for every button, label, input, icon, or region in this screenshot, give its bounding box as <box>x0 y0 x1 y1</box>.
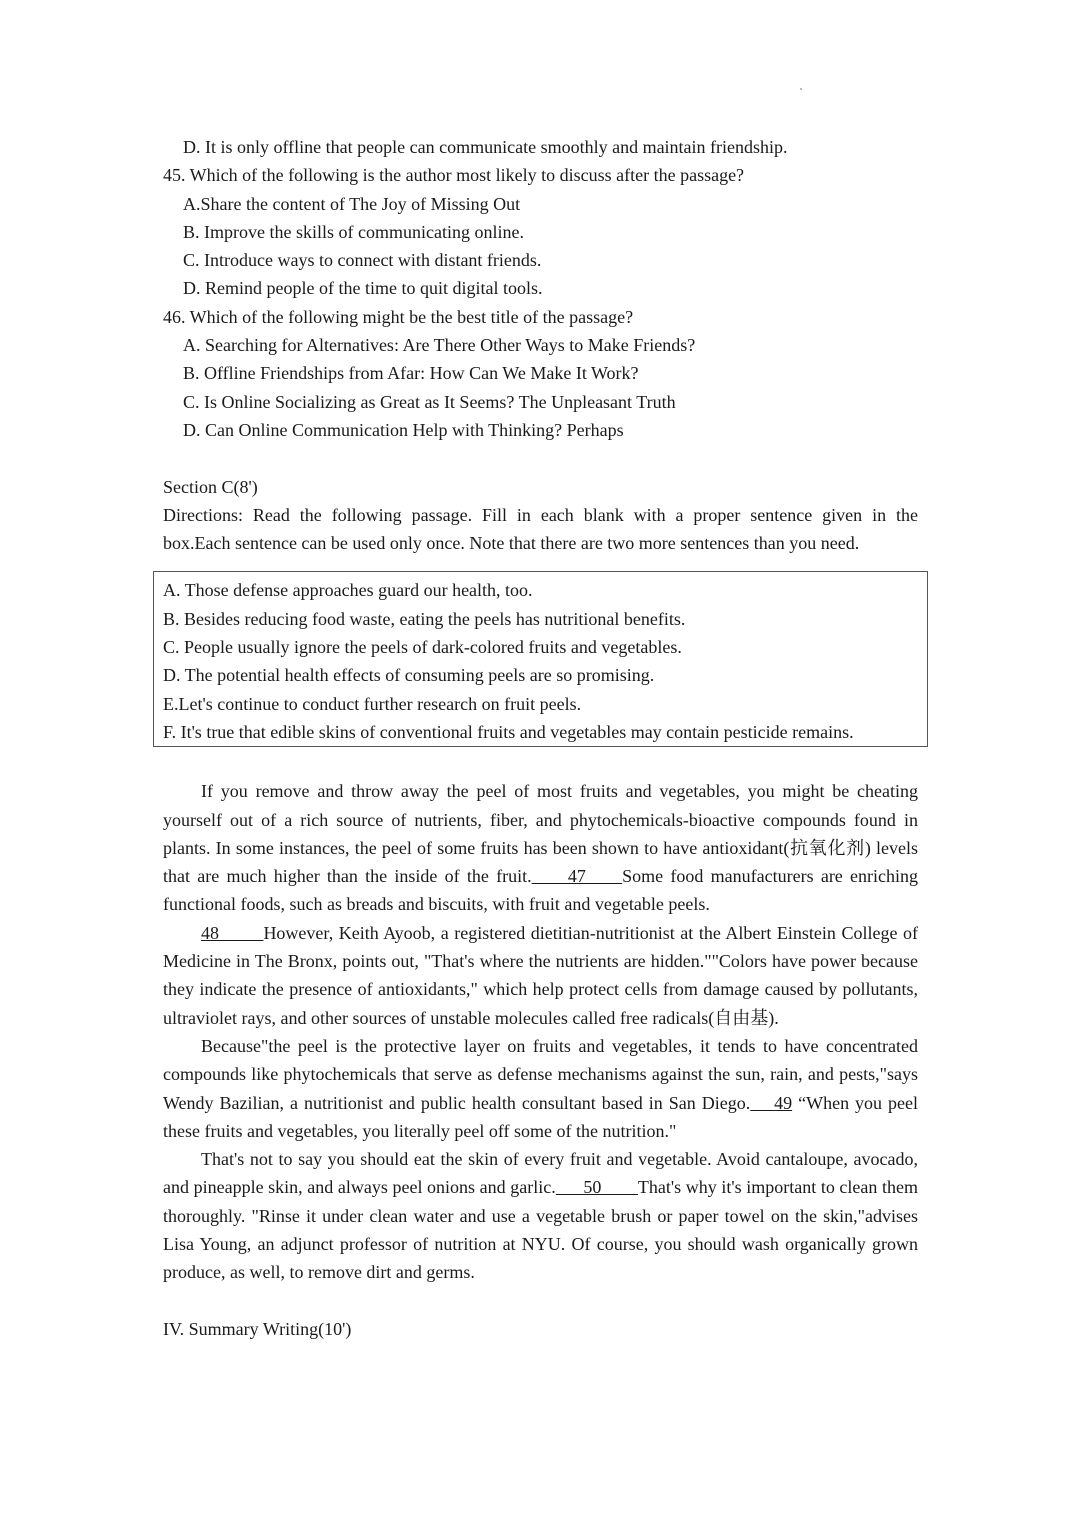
directions-line-2: box.Each sentence can be used only once. Note that there are two more sentences than you need. <box>163 533 860 554</box>
passage-paragraph-1 <box>163 777 918 918</box>
passage-paragraph-4 <box>163 1145 918 1286</box>
directions-line-1: Directions: Read the following passage. Fill in each blank with a proper sentence given in the <box>163 504 918 525</box>
box-sentence-f: F. It's true that edible skins of conventional fruits and vegetables may contain pesticide remains. <box>163 721 854 742</box>
q46-option-c: C. Is Online Socializing as Great as It Seems? The Unpleasant Truth <box>183 391 676 412</box>
p1-text-1: If you remove and throw away the peel of most fruits and vegetables, you might be cheating yourself out of a rich source of nutrients, fiber, and phytochemicals-bioactive compounds found in plants. In some instances, the peel of some fruits has been shown to have antioxidant(抗氧化剂) levels that are much higher than the inside of the fruit. <box>163 781 918 887</box>
blank-47: 47 <box>531 866 623 887</box>
q45-option-d: D. Remind people of the time to quit digital tools. <box>183 278 543 299</box>
box-sentence-d: D. The potential health effects of consuming peels are so promising. <box>163 665 655 686</box>
p3-text-2: “When you peel these fruits and vegetables, you literally peel off some of the nutrition." <box>163 1092 919 1141</box>
q46-question: 46. Which of the following might be the best title of the passage? <box>163 306 634 327</box>
p4-text-2: That's why it's important to clean them thoroughly. "Rinse it under clean water and use a vegetable brush or paper towel on the skin,"advises Lisa Young, an adjunct professor of nutrition at NYU. Of course, you should wash organically grown produce, as well, to remove dirt and germs. <box>163 1177 918 1283</box>
passage-paragraph-3 <box>163 1032 918 1145</box>
box-sentence-b: B. Besides reducing food waste, eating the peels has nutritional benefits. <box>163 608 686 629</box>
q44-option-d: D. It is only offline that people can communicate smoothly and maintain friendship. <box>183 137 788 157</box>
box-sentence-c: C. People usually ignore the peels of dark-colored fruits and vegetables. <box>163 637 682 658</box>
q45-option-b: B. Improve the skills of communicating online. <box>183 221 524 242</box>
p3-text-1: Because"the peel is the protective layer on fruits and vegetables, it tends to have concentrated compounds like phytochemicals that serve as defense mechanisms against the sun, rain, and pests,"says Wendy Bazilian, a nutritionist and public health consultant based in San Diego. <box>163 1035 918 1113</box>
spacer <box>163 1287 918 1315</box>
passage-paragraph-2 <box>163 919 918 1032</box>
p2-text: However, Keith Ayoob, a registered dietitian-nutritionist at the Albert Einstein College of Medicine in The Bronx, points out, "That's where the nutrients are hidden.""Colors have power because they indicate the presence of antioxidants," which help protect cells from damage caused by pollutants, ultraviolet rays, and other sources of unstable molecules called free radicals(自由基). <box>163 922 918 1028</box>
box-sentence-e: E.Let's continue to conduct further research on fruit peels. <box>163 693 582 714</box>
q45-question: 45. Which of the following is the author most likely to discuss after the passage? <box>163 165 745 186</box>
scan-dot <box>800 88 802 90</box>
sentence-box <box>153 571 928 747</box>
q45-option-c: C. Introduce ways to connect with distant friends. <box>183 250 542 271</box>
exam-page <box>163 133 918 1343</box>
section-iv-title: IV. Summary Writing(10') <box>163 1318 352 1339</box>
q45-option-a: A.Share the content of The Joy of Missing Out <box>183 193 521 214</box>
p4-text-1: That's not to say you should eat the skin of every fruit and vegetable. Avoid cantaloupe, avocado, and pineapple skin, and always peel onions and garlic. <box>163 1149 918 1198</box>
spacer <box>163 444 918 472</box>
section-c-title: Section C(8') <box>163 476 258 497</box>
blank-48: 48 <box>201 922 264 943</box>
blank-49: 49 <box>750 1092 793 1113</box>
q46-option-a: A. Searching for Alternatives: Are There Other Ways to Make Friends? <box>183 335 696 356</box>
q46-option-d: D. Can Online Communication Help with Thinking? Perhaps <box>183 419 624 440</box>
box-sentence-a: A. Those defense approaches guard our health, too. <box>163 580 533 601</box>
blank-50: 50 <box>555 1177 638 1198</box>
q46-option-b: B. Offline Friendships from Afar: How Can We Make It Work? <box>183 363 639 384</box>
p1-text-2: Some food manufacturers are enriching functional foods, such as breads and biscuits, with fruit and vegetable peels. <box>163 866 919 915</box>
